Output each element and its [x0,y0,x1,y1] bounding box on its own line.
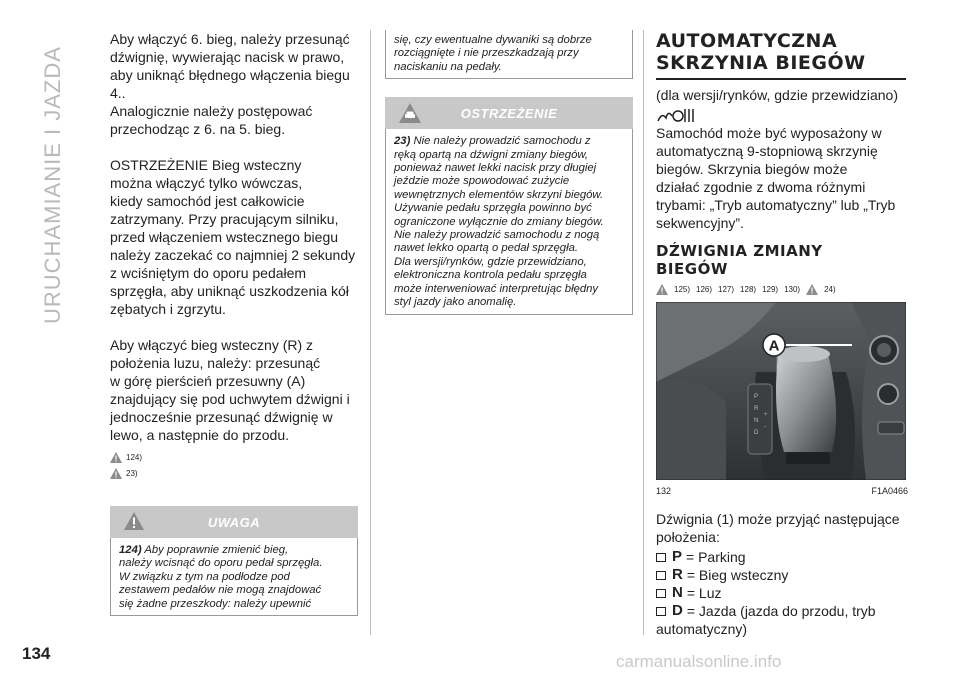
column-left [110,30,358,616]
text-line: należy wcisnąć do oporu pedał sprzęgła. [119,557,323,570]
column-middle [385,30,633,315]
text-line: położenia luzu, należy: przesunąć [110,355,321,371]
text-line: jeździe może spowodować zużycie [394,175,570,188]
heading-line: BIEGÓW [656,260,728,278]
car-warning-icon [399,103,421,123]
reference-number: 129) [762,284,779,294]
position-desc: = Parking [686,549,746,565]
section-heading [656,30,908,74]
text-line: Używanie pedału sprzęgła powinno być [394,202,592,215]
position-desc: = Luz [686,585,722,601]
text-line: kiedy samochód jest całkowicie [110,193,305,209]
text-line: rozciągnięte i nie przeszkadzają przy [394,47,579,60]
positions-list [656,548,908,638]
figure-caption [656,486,908,496]
warning-triangle-icon [110,452,122,463]
text-line: elektroniczna kontrola pedału sprzęgła [394,269,587,282]
notice-header-ostrzezenie [385,97,633,129]
text-line: Nie należy prowadzić samochodu z [413,135,591,148]
reference-number: 130) [784,284,801,294]
paragraph-automatic-desc [656,124,908,232]
text-line: 4.. [110,85,126,101]
warning-triangle-icon [110,468,122,479]
gate-letter: D [754,430,759,436]
text-line: naciskaniu na pedały. [394,60,502,73]
text-line: położenia: [656,529,720,545]
text-line: Aby włączyć 6. bieg, należy przesunąć [110,31,350,47]
position-key: R [672,566,683,583]
text-line: przechodząc z 6. na 5. bieg. [110,121,286,137]
notice-continuation [385,30,633,79]
position-key: N [672,584,683,601]
text-line: jednocześnie przesunąć dźwignię w [110,409,333,425]
text-line: sekwencyjny”. [656,215,744,231]
gate-letter: R [754,406,759,412]
text-line: wewnętrznych elementów skrzyni biegów. [394,188,604,201]
list-item [656,584,908,602]
heading-line: AUTOMATYCZNA [656,30,838,52]
text-line: należy zaczekać co najmniej 2 sekundy [110,247,356,263]
reference-number: 23) [126,468,138,478]
text-line: działać zgodnie z dwoma różnymi [656,179,866,195]
text-line: Samochód może być wyposażony w [656,125,882,141]
paragraph-positions-intro [656,510,908,546]
text-line: W związku z tym na podłodze pod [119,570,290,583]
list-item [656,602,908,620]
text-line: zestawem pedałów nie mogą znajdować [119,584,322,597]
paragraph-sixth-gear [110,30,358,138]
text-line: znajdujący się pod uchwytem dźwigni i [110,391,350,407]
text-line: lewo, a następnie do przodu. [110,427,290,443]
text-line: się, czy ewentualne dywaniki są dobrze [394,34,592,46]
text-line: sprzęgła, aby uniknąć uszkodzenia kół [110,283,349,299]
text-line: się żadne przeszkody: należy upewnić [119,597,312,610]
text-line: automatyczną 9-stopniową skrzynię [656,143,878,159]
notice-number: 23) [394,135,411,148]
list-item [656,566,908,584]
warning-triangle-icon [124,512,144,530]
text-line: Aby włączyć bieg wsteczny (R) z [110,337,314,353]
reference-number: 124) [126,452,143,462]
gate-letter: P [754,394,759,400]
text-line: aby uniknąć błędnego włączenia biegu [110,67,350,83]
reference-124 [110,450,358,464]
watermark: carmanualsonline.info [616,652,782,671]
text-line: styl jazdy jako anomalię. [394,296,517,309]
text-line: z wciśniętym do oporu pedałem [110,265,307,281]
bullet-box-icon [656,571,666,580]
position-desc: = Jazda (jazda do przodu, tryb [686,603,876,619]
text-line: nawet lekko opartą o pedał sprzęgła. [394,242,579,255]
heading-rule [656,78,906,80]
notice-title: UWAGA [207,514,261,530]
position-key: P [672,548,683,565]
text-line: zatrzymany. Przy pracującym silniku, [110,211,339,227]
text-line: przed włączeniem wstecznego biegu [110,229,339,245]
text-line: Aby poprawnie zmienić bieg, [144,544,289,556]
notice-title: OSTRZEŻENIE [460,105,558,121]
reference-number: 128) [740,284,757,294]
text-line: ograniczone wyłącznie do zmiany biegów. [394,215,604,228]
list-item [656,548,908,566]
column-divider [370,30,371,635]
figure-number: 132 [656,486,672,496]
reference-number: 125) [674,284,691,294]
bullet-box-icon [656,553,666,562]
reference-row [656,282,908,296]
figure-code: F1A0466 [871,486,908,496]
column-divider [643,30,644,635]
warning-triangle-icon [656,284,668,295]
text-line: Dla wersji/rynków, gdzie przewidziano, [394,255,587,268]
reference-number: 127) [718,284,735,294]
text-line: ręką opartą na dźwigni zmiany biegów, [394,148,589,161]
heading-line: DŹWIGNIA ZMIANY [656,242,823,260]
position-desc: = Bieg wsteczny [686,567,789,583]
gate-letter: - [764,424,766,430]
warning-triangle-icon [806,284,818,295]
availability-note: (dla wersji/rynków, gdzie przewidziano) [656,87,898,103]
notice-header-uwaga [110,506,358,538]
text-line: Dźwignia (1) może przyjąć następujące [656,511,900,527]
text-line: trybami: „Tryb automatyczny” lub „Tryb [656,197,896,213]
page-number: 134 [22,644,51,663]
reference-23 [110,466,358,480]
notice-number: 124) [119,544,142,556]
text-line: biegów. Skrzynia biegów może [656,161,848,177]
text-line: w górę pierścień przesuwny (A) [110,373,306,389]
text-line: zębatych i zgrzytu. [110,301,226,317]
position-desc-continuation: automatyczny) [656,621,748,637]
gate-letter: N [754,418,759,424]
text-line: Analogicznie należy postępować [110,103,313,119]
text-line: można włączyć tylko wówczas, [110,175,303,191]
paragraph-reverse-warning [110,156,358,318]
text-line: OSTRZEŻENIE Bieg wsteczny [110,157,302,173]
bullet-box-icon [656,589,666,598]
text-line: ponieważ nawet lekki nacisk przy długiej [394,162,597,175]
callout-a: A [768,337,780,355]
reference-number: 126) [696,284,713,294]
text-line: dźwignię, wywierając nacisk w prawo, [110,49,345,65]
side-section-title: URUCHAMIANIE I JAZDA [40,46,65,324]
notice-body-ostrzezenie [385,129,633,314]
notice-body-uwaga [110,538,358,616]
gear-lever-illustration [656,302,906,480]
gate-letter: + [764,412,768,418]
gear-lever-figure [656,302,906,480]
heading-line: SKRZYNIA BIEGÓW [656,52,866,74]
position-key: D [672,602,683,619]
text-line: może interweniować interpretując błędny [394,282,599,295]
bullet-box-icon [656,607,666,616]
paragraph-reverse-engage [110,336,358,444]
market-availability-icon [656,106,696,124]
reference-number: 24) [824,284,836,294]
sub-heading [656,242,908,278]
column-right [656,30,908,638]
text-line: Nie należy prowadzić samochodu z nogą [394,229,600,242]
